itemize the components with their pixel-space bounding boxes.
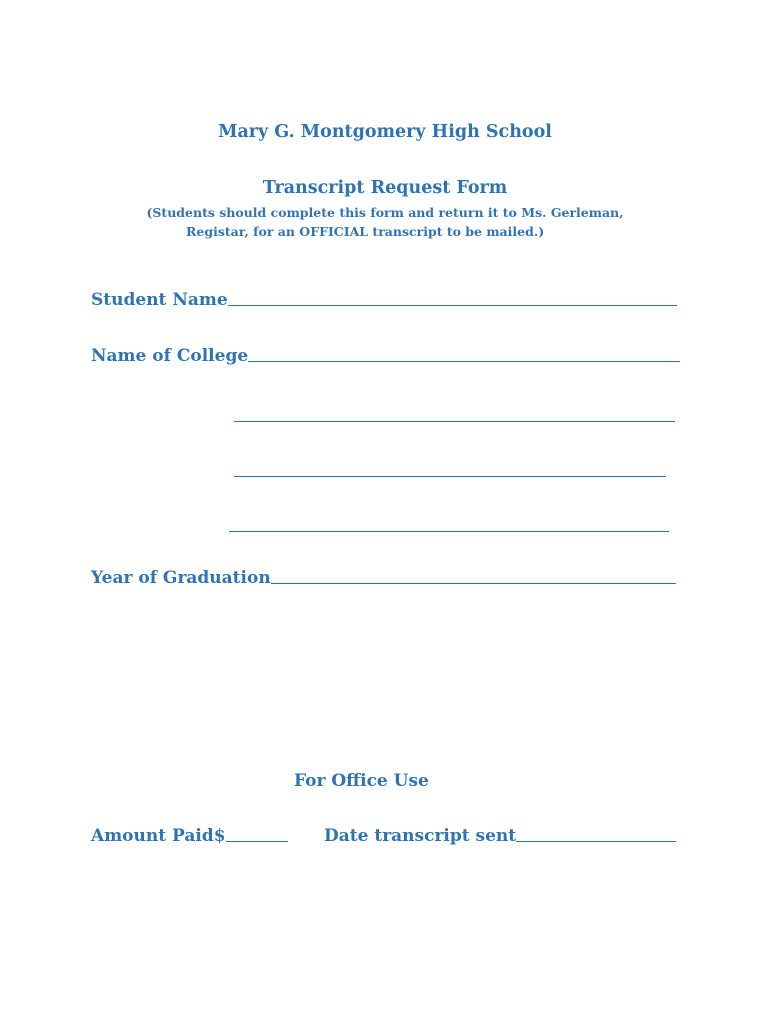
form-title: Transcript Request Form — [262, 178, 508, 198]
year-of-graduation-field — [91, 568, 676, 588]
college-address-blank-1[interactable] — [234, 421, 675, 422]
college-address-blank-2[interactable] — [234, 476, 666, 477]
student-name-blank[interactable] — [228, 304, 677, 306]
amount-paid-blank[interactable] — [226, 840, 288, 842]
amount-paid-label: Amount Paid$ — [91, 826, 226, 846]
college-address-blank-3[interactable] — [229, 531, 669, 532]
student-name-field — [91, 290, 677, 310]
office-use-heading: For Office Use — [294, 771, 429, 791]
name-of-college-label: Name of College — [91, 346, 249, 366]
date-sent-field — [324, 826, 676, 846]
instructions-line-2: Registar, for an OFFICIAL transcript to be mailed.) — [186, 224, 545, 239]
student-name-label: Student Name — [91, 290, 228, 310]
year-of-graduation-label: Year of Graduation — [91, 568, 271, 588]
date-sent-blank[interactable] — [516, 840, 676, 842]
school-name: Mary G. Montgomery High School — [218, 122, 552, 142]
name-of-college-field — [91, 346, 680, 366]
date-sent-label: Date transcript sent — [324, 826, 517, 846]
name-of-college-blank[interactable] — [248, 360, 680, 362]
year-of-graduation-blank[interactable] — [271, 582, 676, 584]
amount-paid-field — [91, 826, 288, 846]
instructions-line-1: (Students should complete this form and return it to Ms. Gerleman, — [146, 205, 624, 220]
